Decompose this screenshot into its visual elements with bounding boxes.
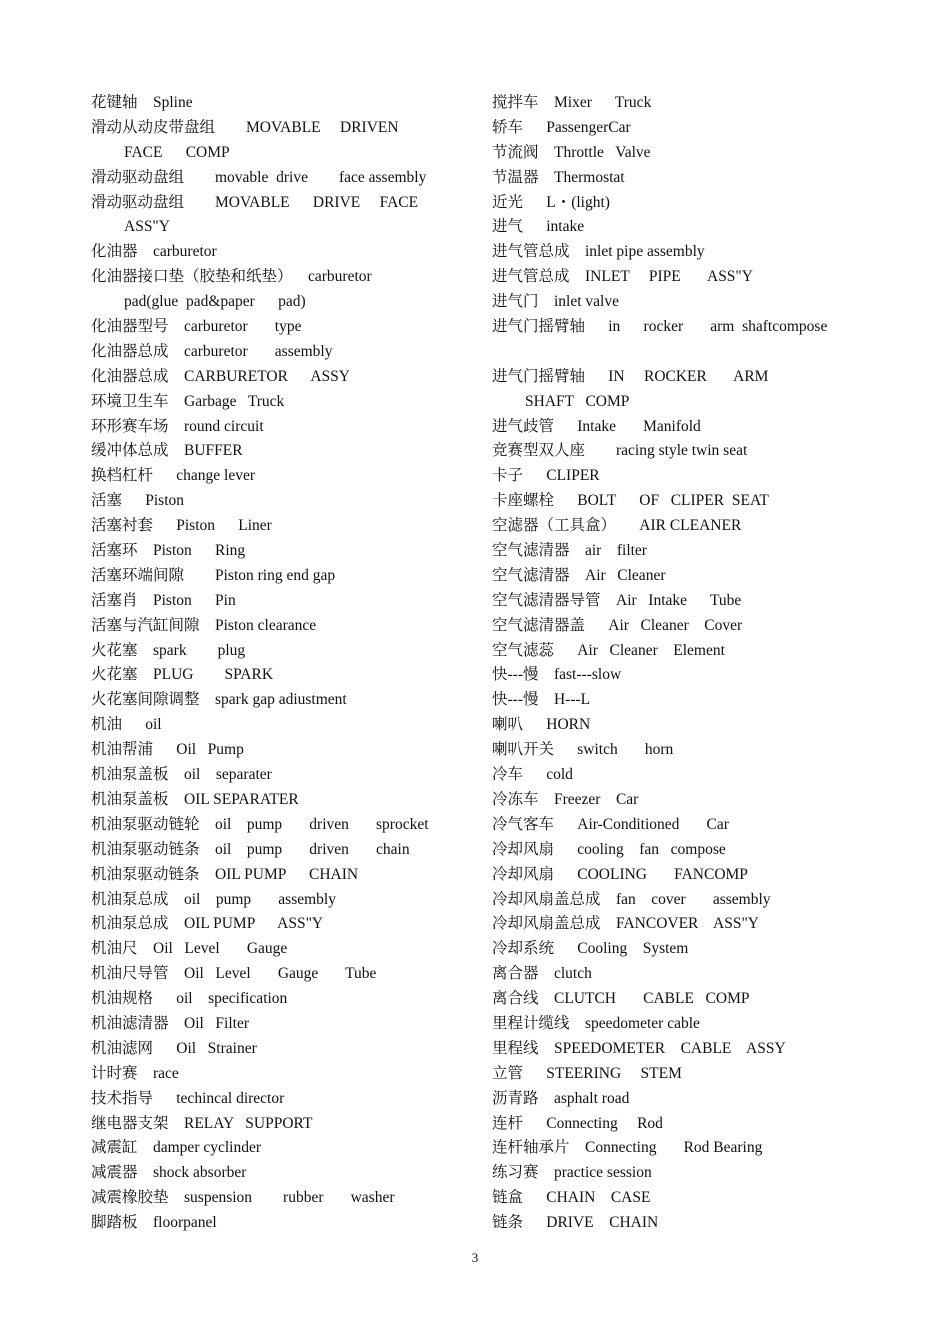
- glossary-entry: 轿车 PassengerCar: [492, 118, 631, 136]
- glossary-entry: 空滤器（工具盒） AIR CLEANER: [492, 517, 742, 535]
- glossary-entry: 离合器 clutch: [492, 965, 592, 983]
- right-glossary-column: [492, 91, 912, 1236]
- glossary-entry: 卡子 CLIPER: [492, 467, 600, 485]
- glossary-entry: 里程线 SPEEDOMETER CABLE ASSY: [492, 1039, 786, 1057]
- glossary-entry: 里程计缆线 speedometer cable: [492, 1014, 700, 1032]
- glossary-entry-continuation: ASS"Y: [124, 218, 170, 236]
- glossary-entry: 脚踏板 floorpanel: [91, 1214, 217, 1232]
- glossary-entry-continuation: FACE COMP: [124, 143, 230, 161]
- glossary-entry: 练习赛 practice session: [492, 1164, 652, 1182]
- glossary-entry: 花键轴 Spline: [91, 94, 193, 111]
- glossary-entry: 冷却风扇盖总成 FANCOVER ASS"Y: [492, 915, 759, 933]
- glossary-entry: 化油器接口垫（胶垫和纸垫） carburetor: [91, 268, 372, 286]
- glossary-entry: 立管 STEERING STEM: [492, 1064, 682, 1082]
- glossary-entry: 冷气客车 Air-Conditioned Car: [492, 815, 729, 833]
- glossary-entry: 连杆轴承片 Connecting Rod Bearing: [492, 1139, 763, 1157]
- glossary-entry: 减震器 shock absorber: [91, 1164, 247, 1182]
- glossary-entry: 搅拌车 Mixer Truck: [492, 94, 652, 111]
- glossary-entry: 机油泵驱动链条 oil pump driven chain: [91, 840, 410, 858]
- glossary-entry: 快---慢 fast---slow: [492, 666, 622, 684]
- glossary-entry: 活塞 Piston: [91, 492, 185, 510]
- glossary-entry: 进气管总成 INLET PIPE ASS"Y: [492, 268, 753, 286]
- left-glossary-column: [91, 91, 471, 1236]
- glossary-entry-continuation: SHAFT COMP: [525, 392, 630, 410]
- glossary-entry: 快---慢 H---L: [492, 691, 591, 709]
- glossary-entry: 缓冲体总成 BUFFER: [91, 442, 243, 460]
- glossary-entry: 进气门摇臂轴 IN ROCKER ARM: [492, 367, 769, 385]
- glossary-entry: 机油滤网 Oil Strainer: [91, 1039, 257, 1057]
- glossary-entry: 卡座螺栓 BOLT OF CLIPER SEAT: [492, 492, 769, 510]
- glossary-entry: 进气管总成 inlet pipe assembly: [492, 243, 705, 261]
- glossary-entry: 机油泵盖板 OIL SEPARATER: [91, 790, 299, 808]
- glossary-entry: 喇叭 HORN: [492, 716, 591, 734]
- glossary-entry: 冷却风扇盖总成 fan cover assembly: [492, 890, 771, 908]
- glossary-entry: 继电器支架 RELAY SUPPORT: [91, 1114, 313, 1132]
- glossary-entry: 滑动从动皮带盘组 MOVABLE DRIVEN: [91, 118, 399, 136]
- glossary-entry: 换档杠杆 change lever: [91, 467, 255, 485]
- glossary-entry: 冷却系统 Cooling System: [492, 940, 689, 958]
- glossary-entry: 进气歧管 Intake Manifold: [492, 417, 701, 435]
- glossary-entry: 环形赛车场 round circuit: [91, 417, 264, 435]
- glossary-entry: 机油泵总成 oil pump assembly: [91, 890, 336, 908]
- glossary-entry: 喇叭开关 switch horn: [492, 741, 674, 759]
- glossary-entry: 进气 intake: [492, 218, 585, 236]
- glossary-entry: 化油器 carburetor: [91, 243, 217, 261]
- glossary-entry: 机油规格 oil specification: [91, 990, 288, 1008]
- glossary-entry: 空气滤清器 air filter: [492, 542, 647, 560]
- glossary-entry: 环境卫生车 Garbage Truck: [91, 392, 285, 410]
- glossary-entry: 机油泵驱动链轮 oil pump driven sprocket: [91, 815, 429, 833]
- glossary-entry: 链盒 CHAIN CASE: [492, 1189, 651, 1207]
- glossary-entry: 机油泵总成 OIL PUMP ASS"Y: [91, 915, 324, 933]
- glossary-entry: 冷却风扇 cooling fan compose: [492, 840, 726, 858]
- glossary-entry: 机油滤清器 Oil Filter: [91, 1014, 250, 1032]
- glossary-entry: 冷却风扇 COOLING FANCOMP: [492, 865, 748, 883]
- glossary-entry: 机油泵驱动链条 OIL PUMP CHAIN: [91, 865, 359, 883]
- glossary-entry: 化油器总成 carburetor assembly: [91, 342, 333, 360]
- glossary-entry: 进气门摇臂轴 in rocker arm shaftcompose: [492, 318, 828, 336]
- glossary-entry: 节流阀 Throttle Valve: [492, 143, 651, 161]
- glossary-entry: 节温器 Thermostat: [492, 168, 625, 186]
- glossary-entry: 火花塞间隙调整 spark gap adiustment: [91, 691, 347, 709]
- glossary-entry: 技术指导 techincal director: [91, 1089, 285, 1107]
- glossary-entry: 化油器总成 CARBURETOR ASSY: [91, 367, 350, 385]
- glossary-entry: 火花塞 PLUG SPARK: [91, 666, 274, 684]
- glossary-entry: 活塞环 Piston Ring: [91, 542, 246, 560]
- page-number: 3: [471, 1250, 479, 1265]
- glossary-entry: 减震缸 damper cyclinder: [91, 1139, 262, 1157]
- glossary-entry: 离合线 CLUTCH CABLE COMP: [492, 990, 750, 1008]
- glossary-entry: 火花塞 spark plug: [91, 641, 246, 659]
- glossary-entry: 空气滤清器 Air Cleaner: [492, 566, 666, 584]
- glossary-entry: 滑动驱动盘组 MOVABLE DRIVE FACE: [91, 193, 419, 211]
- glossary-entry: 机油 oil: [91, 716, 162, 734]
- glossary-entry: 活塞环端间隙 Piston ring end gap: [91, 566, 336, 584]
- glossary-entry: 减震橡胶垫 suspension rubber washer: [91, 1189, 395, 1207]
- glossary-entry: 机油帮浦 Oil Pump: [91, 741, 244, 759]
- glossary-entry: 活塞肖 Piston Pin: [91, 591, 236, 609]
- glossary-entry: 沥青路 asphalt road: [492, 1089, 630, 1107]
- glossary-entry: 空气滤清器盖 Air Cleaner Cover: [492, 616, 743, 634]
- glossary-entry: 竞赛型双人座 racing style twin seat: [492, 442, 748, 460]
- glossary-entry: 机油泵盖板 oil separater: [91, 766, 272, 784]
- glossary-entry: 空气滤蕊 Air Cleaner Element: [492, 641, 725, 659]
- glossary-entry: 连杆 Connecting Rod: [492, 1114, 663, 1132]
- glossary-entry: 化油器型号 carburetor type: [91, 318, 302, 336]
- glossary-entry: 计时赛 race: [91, 1064, 179, 1082]
- glossary-entry: 链条 DRIVE CHAIN: [492, 1214, 659, 1232]
- glossary-entry: 机油尺导管 Oil Level Gauge Tube: [91, 965, 377, 983]
- glossary-entry: 空气滤清器导管 Air Intake Tube: [492, 591, 742, 609]
- glossary-entry: [492, 340, 912, 365]
- glossary-entry: 冷车 cold: [492, 766, 573, 784]
- glossary-entry: 活塞与汽缸间隙 Piston clearance: [91, 616, 317, 634]
- glossary-entry: 近光 L・(light): [492, 193, 610, 211]
- glossary-entry: 活塞衬套 Piston Liner: [91, 517, 272, 535]
- glossary-entry-continuation: pad(glue pad&paper pad): [124, 293, 306, 311]
- glossary-entry: 冷冻车 Freezer Car: [492, 790, 639, 808]
- glossary-entry: 进气门 inlet valve: [492, 293, 619, 311]
- glossary-entry: 机油尺 Oil Level Gauge: [91, 940, 288, 958]
- glossary-entry: 滑动驱动盘组 movable drive face assembly: [91, 168, 427, 186]
